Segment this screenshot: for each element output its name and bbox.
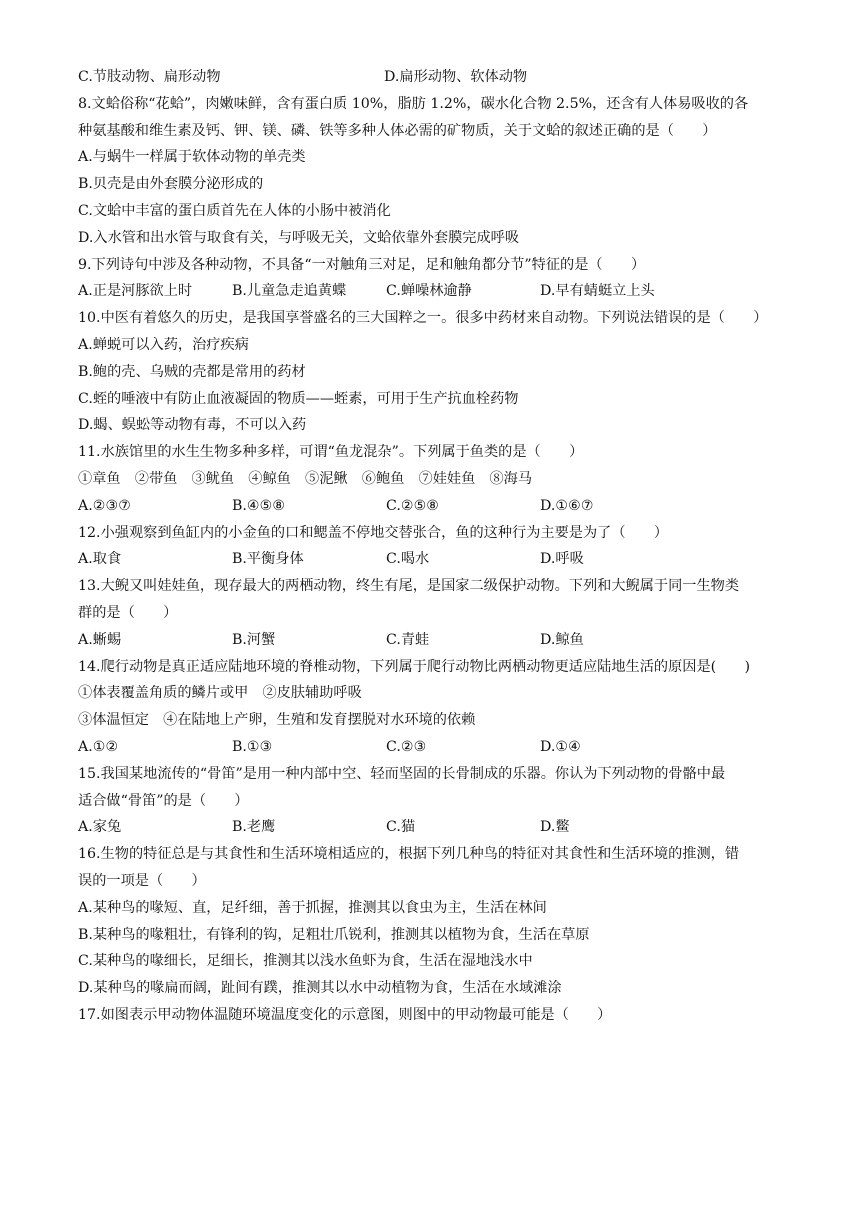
- q14-option-b: B.①③: [232, 738, 273, 755]
- q8-option-b: B.贝壳是由外套膜分泌形成的: [78, 176, 264, 193]
- q15-options: [78, 814, 788, 841]
- q15-option-b: B.老鹰: [232, 819, 276, 836]
- q9-option-d: D.早有蜻蜓立上头: [540, 283, 655, 300]
- q12-options: [78, 546, 788, 573]
- q11-stem-line-1: 11.水族馆里的水生生物多种多样，可谓“鱼龙混杂”。下列属于鱼类的是（ ）: [78, 444, 584, 461]
- q13-options: [78, 627, 788, 654]
- q10-stem: 10.中医有着悠久的历史，是我国享誉盛名的三大国粹之一。很多中药材来自动物。下列说法错误的是（ ）: [78, 310, 768, 327]
- q14-options: [78, 734, 788, 761]
- q11-option-b: B.④⑤⑧: [232, 497, 286, 514]
- q15-stem-line-1: 15.我国某地流传的“骨笛”是用一种内部中空、轻而坚固的长骨制成的乐器。你认为下列动物的骨骼中最: [78, 765, 726, 782]
- q11-option-c: C.②⑤⑧: [386, 497, 440, 514]
- q16-option-b: B.某种鸟的喙粗壮，有锋利的钩，足粗壮爪锐利，推测其以植物为食，生活在草原: [78, 926, 590, 943]
- q7-option-c: C.节肢动物、扁形动物: [78, 69, 221, 85]
- q16-option-d: D.某种鸟的喙扁而阔，趾间有蹼，推测其以水中动植物为食，生活在水域滩涂: [78, 980, 562, 997]
- q8-stem-line-2: 种氨基酸和维生素及钙、钾、镁、磷、铁等多种人体必需的矿物质，关于文蛤的叙述正确的是（ ）: [78, 122, 717, 139]
- q12-option-b: B.平衡身体: [232, 551, 304, 568]
- q13-option-d: D.鲸鱼: [540, 631, 584, 648]
- q10-option-b: B.鲍的壳、乌贼的壳都是常用的药材: [78, 363, 306, 380]
- q11-options: [78, 493, 788, 520]
- q8-stem-line-1: 8.文蛤俗称“花蛤”，肉嫩味鲜，含有蛋白质 10%，脂肪 1.2%，碳水化合物 2.5%，还含有人体易吸收的各: [78, 95, 749, 112]
- q14-option-d: D.①④: [540, 738, 581, 755]
- q11-stem-line-2: ①章鱼 ②带鱼 ③鱿鱼 ④鲸鱼 ⑤泥鳅 ⑥鲍鱼 ⑦娃娃鱼 ⑧海马: [78, 470, 533, 487]
- q8-option-a: A.与蜗牛一样属于软体动物的单壳类: [78, 149, 306, 166]
- q9-option-c: C.蝉噪林逾静: [386, 283, 472, 300]
- q14-stem-line-1: 14.爬行动物是真正适应陆地环境的脊椎动物，下列属于爬行动物比两栖动物更适应陆地生活的原因是( ): [78, 658, 751, 675]
- q14-stem-line-3: ③体温恒定 ④在陆地上产卵，生殖和发育摆脱对水环境的依赖: [78, 712, 476, 729]
- q13-option-c: C.青蛙: [386, 631, 430, 648]
- q14-stem-line-2: ①体表覆盖角质的鳞片或甲 ②皮肤辅助呼吸: [78, 685, 362, 702]
- q8-option-d: D.入水管和出水管与取食有关，与呼吸无关，文蛤依靠外套膜完成呼吸: [78, 229, 520, 246]
- q16-stem-line-2: 误的一项是（ ）: [78, 872, 206, 889]
- q16-option-a: A.某种鸟的喙短、直，足纤细，善于抓握，推测其以食虫为主，生活在林间: [78, 899, 547, 916]
- q15-stem-line-2: 适合做“骨笛”的是（ ）: [78, 792, 249, 809]
- q13-stem-line-2: 群的是（ ）: [78, 604, 178, 621]
- q12-option-a: A.取食: [78, 551, 122, 568]
- q12-option-c: C.喝水: [386, 551, 430, 568]
- q12-stem: 12.小强观察到鱼缸内的小金鱼的口和鳃盖不停地交替张合，鱼的这种行为主要是为了（ ）: [78, 524, 669, 541]
- q16-option-c: C.某种鸟的喙细长，足细长，推测其以浅水鱼虾为食，生活在湿地浅水中: [78, 953, 533, 970]
- q9-option-a: A.正是河豚欲上时: [78, 283, 193, 300]
- q9-options: [78, 278, 788, 305]
- q13-option-a: A.蜥蜴: [78, 631, 122, 648]
- q11-option-d: D.①⑥⑦: [540, 497, 594, 514]
- q7-options: [78, 64, 788, 91]
- q16-stem-line-1: 16.生物的特征总是与其食性和生活环境相适应的，根据下列几种鸟的特征对其食性和生活环境的推测，错: [78, 846, 740, 863]
- q13-option-b: B.河蟹: [232, 631, 276, 648]
- q15-option-a: A.家兔: [78, 819, 122, 836]
- q14-option-c: C.②③: [386, 738, 427, 755]
- q10-option-a: A.蝉蜕可以入药，治疗疾病: [78, 336, 249, 353]
- q17-stem: 17.如图表示甲动物体温随环境温度变化的示意图，则图中的甲动物最可能是（ ）: [78, 1006, 612, 1023]
- q7-option-d: D.扁形动物、软体动物: [384, 69, 528, 85]
- q11-option-a: A.②③⑦: [78, 497, 131, 514]
- q15-option-c: C.猫: [386, 819, 416, 836]
- q14-option-a: A.①②: [78, 738, 119, 755]
- q10-option-c: C.蛭的唾液中有防止血液凝固的物质——蛭素，可用于生产抗血栓药物: [78, 390, 519, 407]
- q9-option-b: B.儿童急走追黄蝶: [232, 283, 347, 300]
- q13-stem-line-1: 13.大鲵又叫娃娃鱼，现存最大的两栖动物，终生有尾，是国家二级保护动物。下列和大鲵属于同一生物类: [78, 578, 740, 595]
- q15-option-d: D.鳖: [540, 819, 570, 836]
- q8-option-c: C.文蛤中丰富的蛋白质首先在人体的小肠中被消化: [78, 202, 391, 219]
- q9-stem: 9.下列诗句中涉及各种动物，不具备“一对触角三对足，足和触角都分节”特征的是（ ）: [78, 256, 646, 273]
- q10-option-d: D.蝎、蜈蚣等动物有毒，不可以入药: [78, 417, 307, 434]
- q12-option-d: D.呼吸: [540, 551, 584, 568]
